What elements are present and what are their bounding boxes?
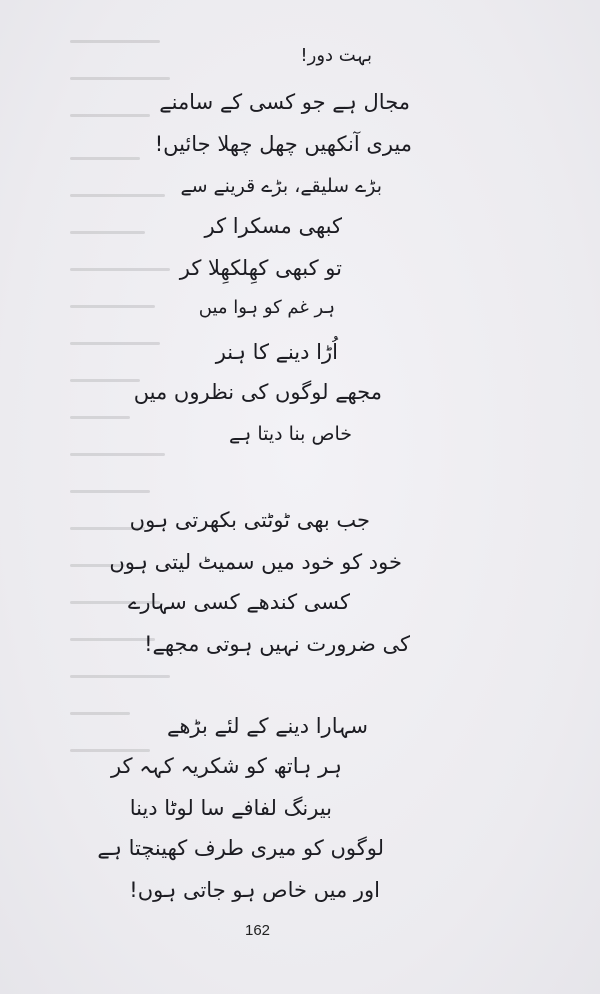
poem-line: کبھی مسکرا کر (204, 214, 342, 238)
poem-line: بڑے سلیقے، بڑے قرینے سے (180, 175, 382, 197)
poem-line: کسی کندھے کسی سہارے (128, 590, 350, 614)
poem-line: مجھے لوگوں کی نظروں میں (133, 380, 382, 404)
poem-line: بہت دور! (300, 45, 372, 66)
poem-line: میری آنکھیں چھل چھلا جائیں! (154, 132, 412, 156)
poem-line: بیرنگ لفافے سا لوٹا دینا (129, 796, 332, 820)
poem-line: جب بھی ٹوٹتی بکھرتی ہوں (129, 508, 370, 532)
poem-line: تو کبھی کھِلکھِلا کر (179, 256, 342, 280)
poem-line: اور میں خاص ہو جاتی ہوں! (129, 878, 380, 902)
poem-line: خود کو خود میں سمیٹ لیتی ہوں (109, 550, 402, 574)
poem-line: ہر ہاتھ کو شکریہ کہہ کر (110, 754, 342, 778)
page-number: 162 (245, 922, 271, 939)
poem-line: لوگوں کو میری طرف کھینچتا ہے (97, 836, 384, 860)
poem-line: سہارا دینے کے لئے بڑھے (167, 714, 368, 738)
poem-line: کی ضرورت نہیں ہوتی مجھے! (144, 632, 410, 656)
poem-line: ہر غم کو ہوا میں (198, 297, 335, 318)
poem-line: خاص بنا دیتا ہے (229, 423, 352, 445)
poem-line: مجال ہے جو کسی کے سامنے (159, 90, 410, 114)
poem-line: اُڑا دینے کا ہنر (215, 340, 338, 364)
